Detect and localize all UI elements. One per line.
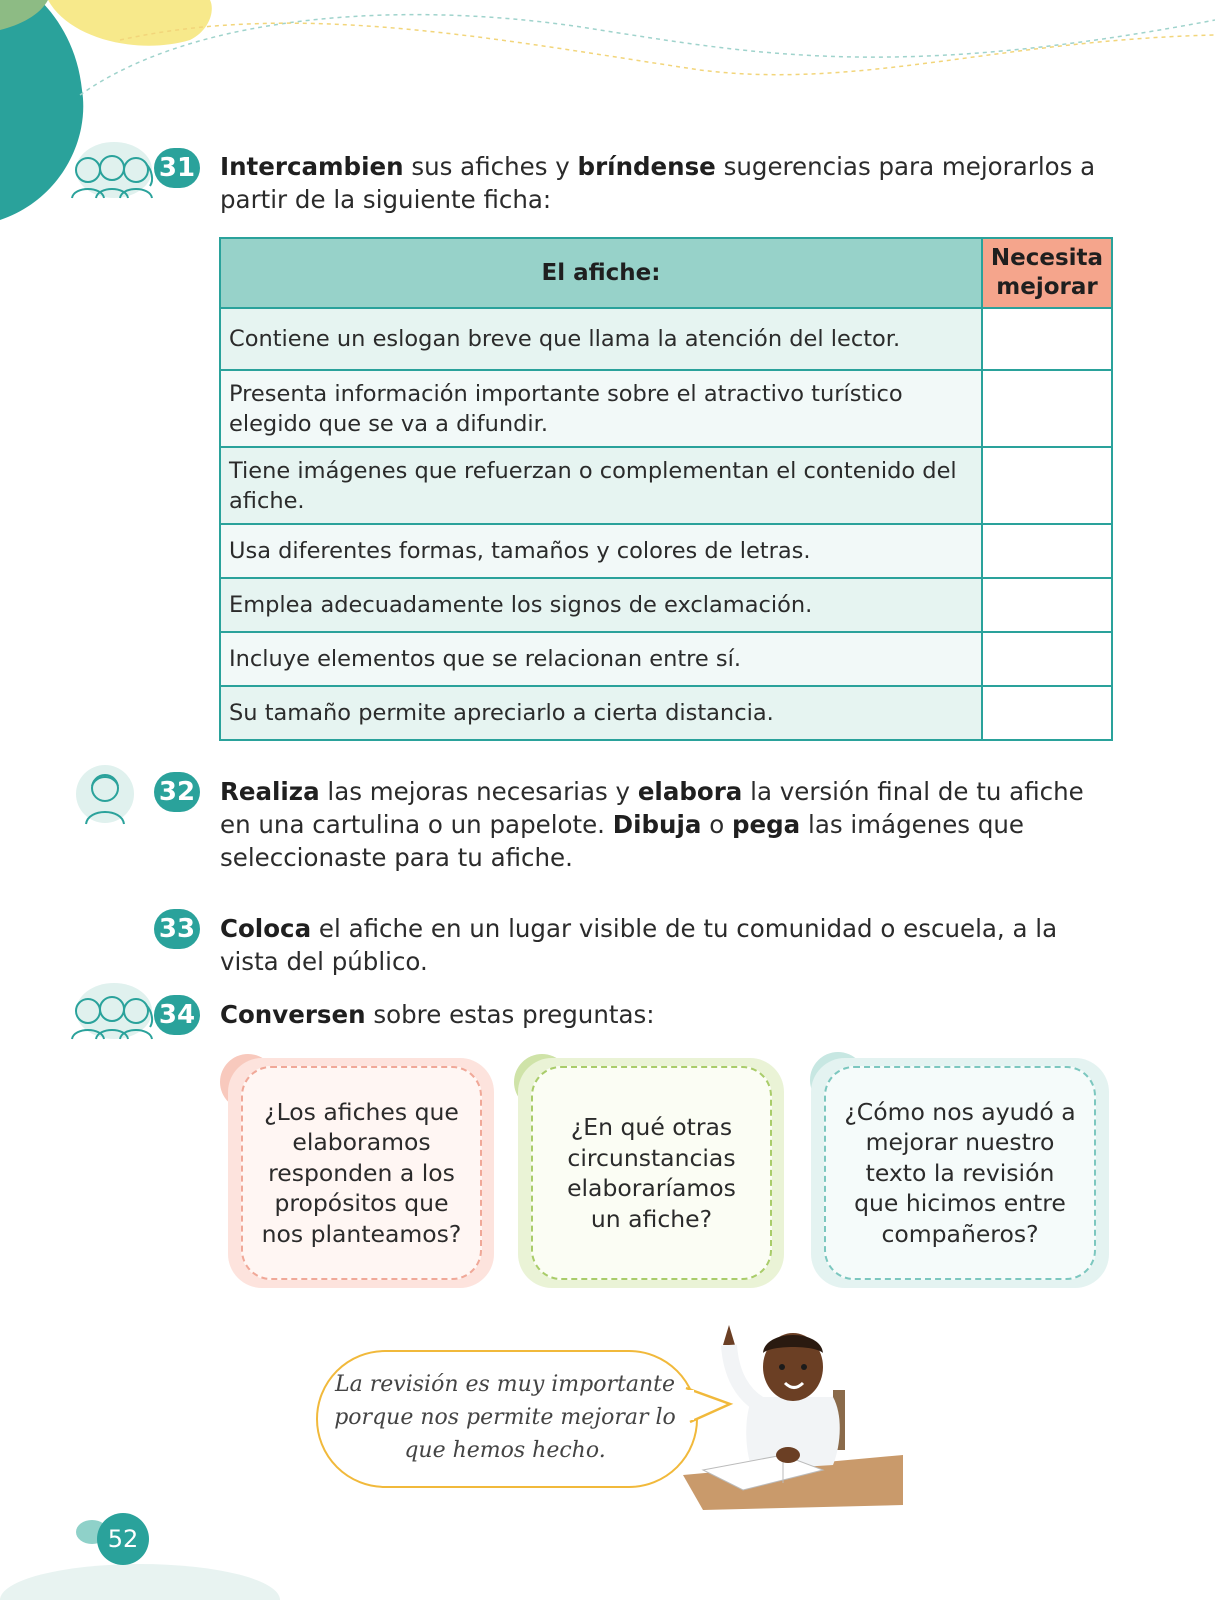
activity-number-34: 34 [154,995,200,1035]
activity-number-31: 31 [154,148,200,188]
activity-31-line-2: partir de la siguiente ficha: [220,185,552,214]
activity-number-33: 33 [154,909,200,949]
table-row-criterion: Usa diferentes formas, tamaños y colores de letras. [220,524,982,578]
activity-33-line-2: vista del público. [220,947,428,976]
table-row-criterion: Presenta información importante sobre el atractivo turístico elegido que se va a difundir. [220,370,982,447]
table-row-criterion: Emplea adecuadamente los signos de exclamación. [220,578,982,632]
activity-32-line-2: en una cartulina o un papelote. Dibuja o pega las imágenes que [220,810,1024,839]
table-row-criterion: Incluye elementos que se relacionan entre sí. [220,632,982,686]
question-card-1-text: ¿Los afiches que elaboramos responden a los propósitos que nos planteamos? [241,1066,482,1280]
activity-34-line-1: Conversen sobre estas preguntas: [220,1000,655,1029]
activity-33-line-1: Coloca el afiche en un lugar visible de tu comunidad o escuela, a la [220,914,1058,943]
question-card-2-text: ¿En qué otras circunstancias elaboraríamos un afiche? [531,1066,772,1280]
question-card-3-text: ¿Cómo nos ayudó a mejorar nuestro texto la revisión que hicimos entre compañeros? [824,1066,1096,1280]
table-row-criterion: Su tamaño permite apreciarlo a cierta distancia. [220,686,982,740]
table-header-necesita-mejorar: Necesita mejorar [982,238,1112,308]
activity-31-line-1: Intercambien sus afiches y bríndense sugerencias para mejorarlos a [220,152,1096,181]
page-number: 52 [97,1513,149,1565]
activity-32-line-1: Realiza las mejoras necesarias y elabora la versión final de tu afiche [220,777,1084,806]
activity-32-line-3: seleccionaste para tu afiche. [220,843,573,872]
table-row-criterion: Contiene un eslogan breve que llama la atención del lector. [220,308,982,370]
speech-bubble-text: La revisión es muy importante porque nos permite mejorar lo que hemos hecho. [334,1372,676,1463]
table-header-afiche: El afiche: [220,238,982,308]
activity-number-32: 32 [154,772,200,812]
table-row-criterion: Tiene imágenes que refuerzan o complementan el contenido del afiche. [220,447,982,524]
